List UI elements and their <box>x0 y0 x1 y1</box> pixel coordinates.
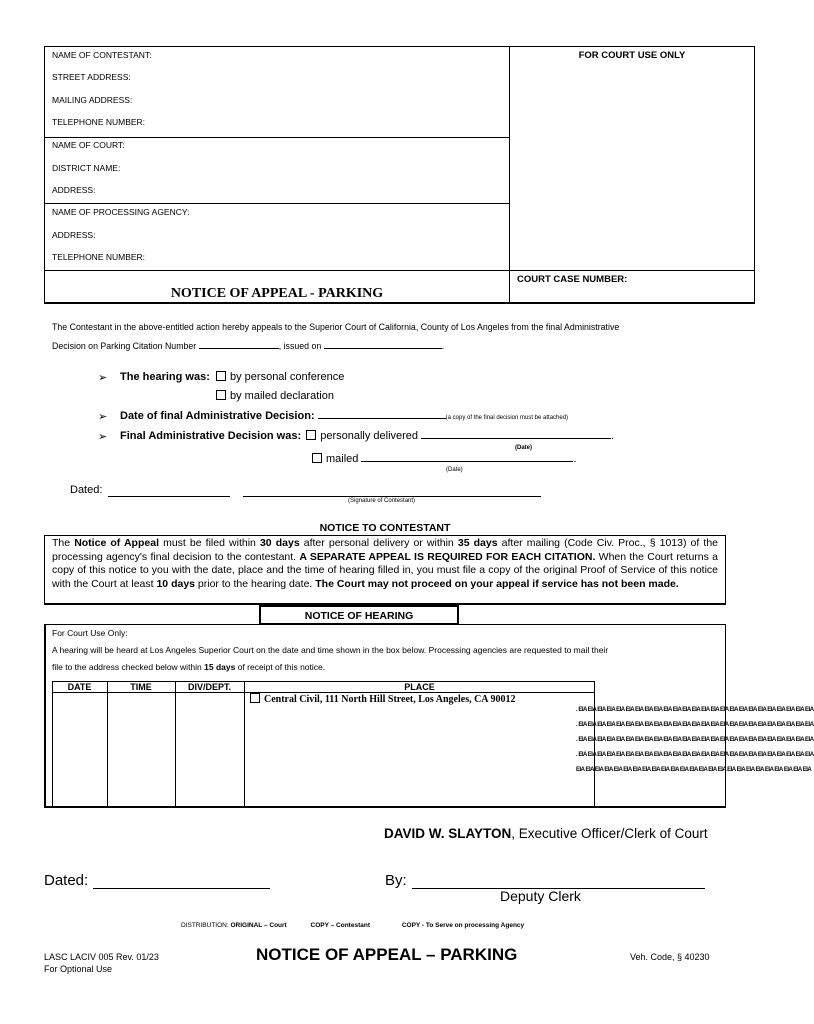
overflow-text-row: . EIA EIA EIA EIA EIA EIA EIA EIA EIA EIA EIA EIA EIA EIA EIA EIA EIA EIA EIA EIA EIA EIA EIA EIA EIA <box>576 752 814 758</box>
vehicle-code: Veh. Code, § 40230 <box>630 952 710 962</box>
field-street-address[interactable]: STREET ADDRESS: <box>52 72 131 82</box>
personal-conference-checkbox[interactable] <box>216 371 226 381</box>
arrow-bullet-icon: ➢ <box>98 372 108 384</box>
hearing-dept-cell[interactable] <box>176 694 243 806</box>
arrow-bullet-icon: ➢ <box>98 411 108 423</box>
decision-date-label: Date of final Administrative Decision: <box>120 410 315 422</box>
hearing-mailed-option[interactable]: by mailed declaration <box>216 390 334 402</box>
field-agency-telephone[interactable]: TELEPHONE NUMBER: <box>52 252 146 262</box>
notice-of-hearing-title: NOTICE OF HEARING <box>259 605 459 625</box>
field-court-address[interactable]: ADDRESS: <box>52 185 96 195</box>
clerk-dated-input[interactable] <box>93 872 270 889</box>
court-case-number-label: COURT CASE NUMBER: <box>517 274 628 285</box>
field-mailing-address[interactable]: MAILING ADDRESS: <box>52 95 133 105</box>
mailed-checkbox[interactable] <box>312 453 322 463</box>
footer-title: NOTICE OF APPEAL – PARKING <box>256 945 518 964</box>
mailed-date-input[interactable] <box>361 461 573 462</box>
intro-line-2: Decision on Parking Citation Number , issued on . <box>52 341 445 351</box>
caption-box <box>44 46 755 304</box>
field-court-name[interactable]: NAME OF COURT: <box>52 140 125 150</box>
dated-label: Dated: <box>70 484 103 496</box>
field-contestant-name[interactable]: NAME OF CONTESTANT: <box>52 50 152 60</box>
court-use-label: For Court Use Only: <box>52 628 128 638</box>
issued-on-input[interactable] <box>324 348 442 349</box>
central-civil-option[interactable]: Central Civil, 111 North Hill Street, Los Angeles, CA 90012 <box>250 693 515 705</box>
citation-number-input[interactable] <box>199 348 279 349</box>
mailed-declaration-checkbox[interactable] <box>216 390 226 400</box>
personally-delivered-checkbox[interactable] <box>306 430 316 440</box>
overflow-text-row: EIA EIA EIA EIA EIA EIA EIA EIA EIA EIA EIA EIA EIA EIA EIA EIA EIA EIA EIA EIA EIA EIA EIA EIA EIA <box>576 767 812 773</box>
hearing-personal-option[interactable]: by personal conference <box>216 371 344 383</box>
clerk-line: DAVID W. SLAYTON, Executive Officer/Clerk of Court <box>384 826 708 841</box>
distribution-line: DISTRIBUTION: ORIGINAL – Court COPY – Contestant COPY - To Serve on processing Agency <box>181 922 525 929</box>
decision-was-label: Final Administrative Decision was: <box>120 430 302 442</box>
delivered-date-label: (Date) <box>515 445 533 451</box>
decision-date-input[interactable] <box>318 418 446 419</box>
hearing-line-1: A hearing will be heard at Los Angeles Superior Court on the date and time shown in the box below. Processing agencies are requested to mail their <box>52 645 609 655</box>
col-time: TIME <box>130 682 152 692</box>
hearing-time-cell[interactable] <box>108 694 174 806</box>
col-div-dept: DIV/DEPT. <box>187 682 231 692</box>
delivered-date-input[interactable] <box>421 438 611 439</box>
hearing-line-2: file to the address checked below within 15 days of receipt of this notice. <box>52 662 326 672</box>
mailed-date-label: (Date) <box>446 467 463 473</box>
contestant-signature-input[interactable] <box>243 484 541 497</box>
clerk-by-input[interactable] <box>412 872 705 889</box>
col-date: DATE <box>67 682 92 692</box>
field-agency-name[interactable]: NAME OF PROCESSING AGENCY: <box>52 207 190 217</box>
central-civil-checkbox[interactable] <box>250 693 260 703</box>
optional-use: For Optional Use <box>44 964 113 974</box>
overflow-text-row: . EIA EIA EIA EIA EIA EIA EIA EIA EIA EIA EIA EIA EIA EIA EIA EIA EIA EIA EIA EIA EIA EIA EIA EIA EIA <box>576 707 814 713</box>
overflow-text-row: . EIA EIA EIA EIA EIA EIA EIA EIA EIA EIA EIA EIA EIA EIA EIA EIA EIA EIA EIA EIA EIA EIA EIA EIA EIA <box>576 737 814 743</box>
col-place: PLACE <box>404 682 435 692</box>
form-id: LASC LACIV 005 Rev. 01/23 <box>44 952 159 962</box>
clerk-by-label: By: <box>385 872 407 889</box>
hearing-was-label: The hearing was: <box>120 371 210 383</box>
notice-to-contestant-title: NOTICE TO CONTESTANT <box>319 522 451 534</box>
clerk-dated-label: Dated: <box>44 872 89 889</box>
hearing-date-cell[interactable] <box>53 694 106 806</box>
court-use-only-label: FOR COURT USE ONLY <box>578 50 686 61</box>
arrow-bullet-icon: ➢ <box>98 431 108 443</box>
notice-to-contestant-text: The Notice of Appeal must be filed within 30 days after personal delivery or within 35 days after mailing (Code Civ. Proc., § 1013) of the processing agency's final decision to the contestant. A SEPARATE APPEAL IS REQUIRED FOR EACH CITATION. When the Court returns a copy of this notice to you with the date, place and the time of hearing filled in, you must file a copy of the original Proof of Service of this notice with the Court at least 10 days prior to the hearing date. The Court may not proceed on your appeal if service has not been made. <box>52 537 719 590</box>
overflow-text-row: . EIA EIA EIA EIA EIA EIA EIA EIA EIA EIA EIA EIA EIA EIA EIA EIA EIA EIA EIA EIA EIA EIA EIA EIA EIA <box>576 722 814 728</box>
signature-caption: (Signature of Contestant) <box>348 498 416 504</box>
form-title: NOTICE OF APPEAL - PARKING <box>170 286 384 301</box>
field-district-name[interactable]: DISTRICT NAME: <box>52 163 121 173</box>
contestant-dated-input[interactable] <box>108 484 230 497</box>
field-telephone[interactable]: TELEPHONE NUMBER: <box>52 117 146 127</box>
decision-copy-note: (a copy of the final decision must be attached) <box>445 415 569 421</box>
deputy-clerk-label: Deputy Clerk <box>500 888 581 904</box>
intro-line-1: The Contestant in the above-entitled action hereby appeals to the Superior Court of California, County of Los Angeles from the final Administrative <box>52 322 620 332</box>
field-agency-address[interactable]: ADDRESS: <box>52 230 96 240</box>
